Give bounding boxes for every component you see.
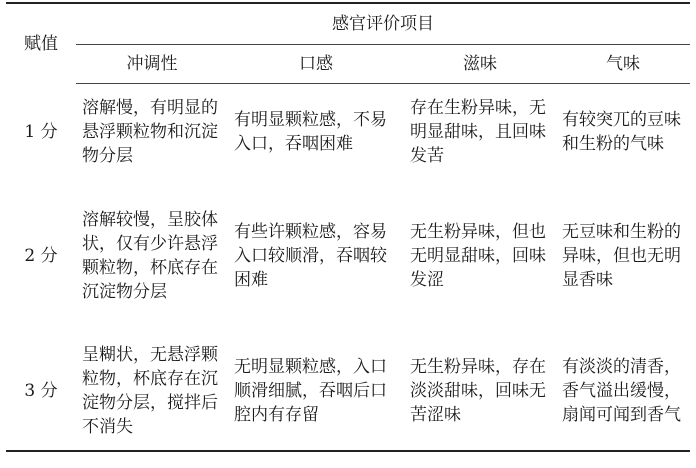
score-cell: 1 分: [24, 121, 58, 142]
evaluation-items-header: 感官评价项目: [76, 3, 690, 45]
score-cell: 3 分: [6, 332, 76, 451]
mouthfeel-cell: 有些许颗粒感，容易入口较顺滑，吞咽较困难: [234, 222, 387, 290]
header-row-columns: [6, 45, 690, 84]
odor-cell: 有较突兀的豆味和生粉的气味: [562, 110, 681, 154]
column-header-taste: 滋味: [404, 45, 556, 84]
dispersibility-cell: 呈糊状，无悬浮颗粒物，杯底存在沉淀物分层，搅拌后不消失: [76, 332, 228, 451]
table-row: [6, 180, 690, 332]
taste-cell: 存在生粉异味，无明显甜味，且回味发苦: [410, 98, 546, 166]
table-row: [6, 84, 690, 181]
odor-cell: 无豆味和生粉的异味，但也无明显香味: [562, 222, 681, 290]
taste-cell: 无生粉异味，但也无明显甜味，回味发涩: [410, 222, 546, 290]
table-row: [6, 332, 690, 451]
mouthfeel-cell: 无明显颗粒感，入口顺滑细腻，吞咽后口腔内有存留: [228, 332, 404, 451]
column-header-mouthfeel: 口感: [228, 45, 404, 84]
score-column-header: 赋值: [6, 3, 76, 84]
dispersibility-cell: 溶解慢，有明显的悬浮颗粒物和沉淀物分层: [82, 98, 218, 166]
dispersibility-cell: 溶解较慢，呈胶体状，仅有少许悬浮颗粒物，杯底存在沉淀物分层: [82, 210, 218, 302]
mouthfeel-cell: 有明显颗粒感，不易入口，吞咽困难: [234, 110, 387, 154]
header-row-group: [6, 3, 690, 45]
sensory-evaluation-table: [6, 2, 690, 452]
column-header-odor: 气味: [556, 45, 690, 84]
taste-cell: 无生粉异味，存在淡淡甜味，回味无苦涩味: [404, 332, 556, 451]
score-cell: 2 分: [24, 246, 58, 266]
odor-cell: 有淡淡的清香，香气溢出缓慢，扇闻可闻到香气: [556, 332, 690, 451]
column-header-dispersibility: 冲调性: [76, 45, 228, 84]
